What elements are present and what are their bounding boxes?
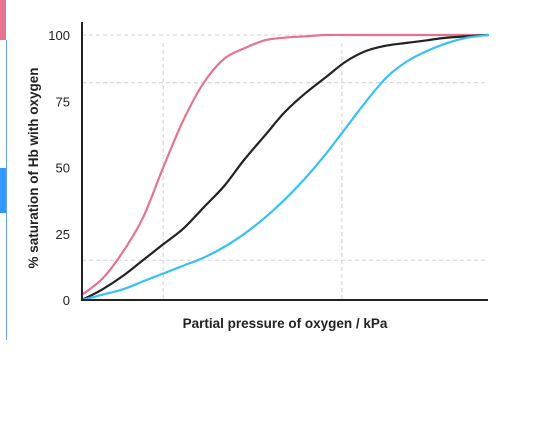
left-edge-blue-strip bbox=[0, 168, 6, 213]
y-axis-title: % saturation of Hb with oxygen bbox=[26, 67, 41, 269]
y-tick-label: 50 bbox=[55, 160, 70, 176]
y-tick-label: 25 bbox=[55, 226, 70, 242]
y-tick-labels bbox=[48, 28, 70, 308]
pink-curve bbox=[82, 35, 488, 295]
left-edge-pink-strip bbox=[0, 0, 6, 40]
y-tick-label: 75 bbox=[55, 94, 70, 110]
y-tick-label: 100 bbox=[48, 28, 70, 43]
y-tick-label: 0 bbox=[62, 293, 70, 308]
x-axis-title: Partial pressure of oxygen / kPa bbox=[182, 316, 388, 331]
